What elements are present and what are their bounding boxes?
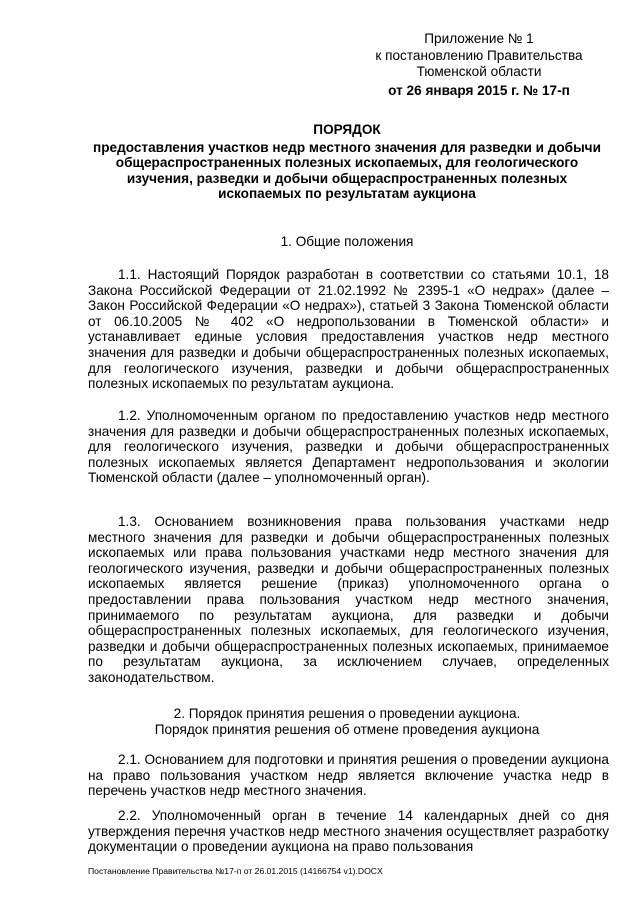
paragraph-2-2: 2.2. Уполномоченный орган в течение 14 календарных дней со дня утверждения перечня участков недр местного значения осуществляет разработку документации о проведении аукциона на право пользования: [88, 808, 609, 855]
appendix-number: Приложение № 1: [424, 31, 534, 46]
paragraph-1-2: 1.2. Уполномоченным органом по предоставлению участков недр местного значения для разведки и добычи общераспространенных полезных ископаемых, для геологического изучения, разведки и добычи общераспространенных полезных ископаемых является Департамент недропользования и экологии Тюменской области (далее – уполномоченный орган).: [88, 408, 609, 486]
resolution-reference: к постановлению Правительства: [375, 47, 583, 63]
resolution-date-number: от 26 января 2015 г. № 17-п: [388, 82, 570, 98]
section-2-heading-line-2: Порядок принятия решения об отмене проведения аукциона: [154, 721, 540, 737]
paragraph-1-3: 1.3. Основанием возникновения права пользования участками недр местного значения для разведки и добычи общераспространенных полезных ископаемых или права пользования участками недр местного значения для геологического изучения, разведки и добычи общераспространенных полезных ископаемых является решение (приказ) уполномоченного органа о предоставлении права пользования участком недр местного значения, принимаемого по результатам аукциона, для разведки и добычи общераспространенных полезных ископаемых, для геологического изучения, разведки и добычи общераспространенных полезных ископаемых, принимаемое по результатам аукциона, за исключением случаев, определенных законодательством.: [88, 514, 609, 685]
document-footer: Постановление Правительства №17-п от 26.01.2015 (14166754 v1).DOCX: [88, 866, 383, 876]
section-2-heading: [88, 706, 606, 737]
region-name: Тюменской области: [416, 64, 542, 80]
section-1-heading: 1. Общие положения: [280, 234, 414, 249]
paragraph-1-1: 1.1. Настоящий Порядок разработан в соответствии со статьями 10.1, 18 Закона Российской Федерации от 21.02.1992 № 2395-1 «О недрах» (далее – Закон Российской Федерации «О недрах»), статьей 3 Закона Тюменской области от 06.10.2005 № 402 «О недропользовании в Тюменской области» и устанавливает единые условия предоставления участков недр местного значения для разведки и добычи общераспространенных полезных ископаемых, для геологического изучения, разведки и добычи общераспространенных полезных ископаемых по результатам аукциона.: [88, 267, 609, 392]
document-title-block: [88, 122, 606, 202]
section-2-heading-line-1: 2. Порядок принятия решения о проведении аукциона.: [173, 706, 521, 721]
appendix-header: [352, 31, 606, 99]
document-title: ПОРЯДОК: [313, 122, 381, 137]
document-subtitle: предоставления участков недр местного значения для разведки и добычи общераспространенных полезных ископаемых, для геологического изучения, разведки и добычи общераспространенных полезных ископаемых по результатам аукциона: [93, 139, 601, 202]
paragraph-2-1: 2.1. Основанием для подготовки и принятия решения о проведении аукциона на право пользования участком недр является включение участка недр в перечень участков недр местного значения.: [88, 752, 609, 799]
